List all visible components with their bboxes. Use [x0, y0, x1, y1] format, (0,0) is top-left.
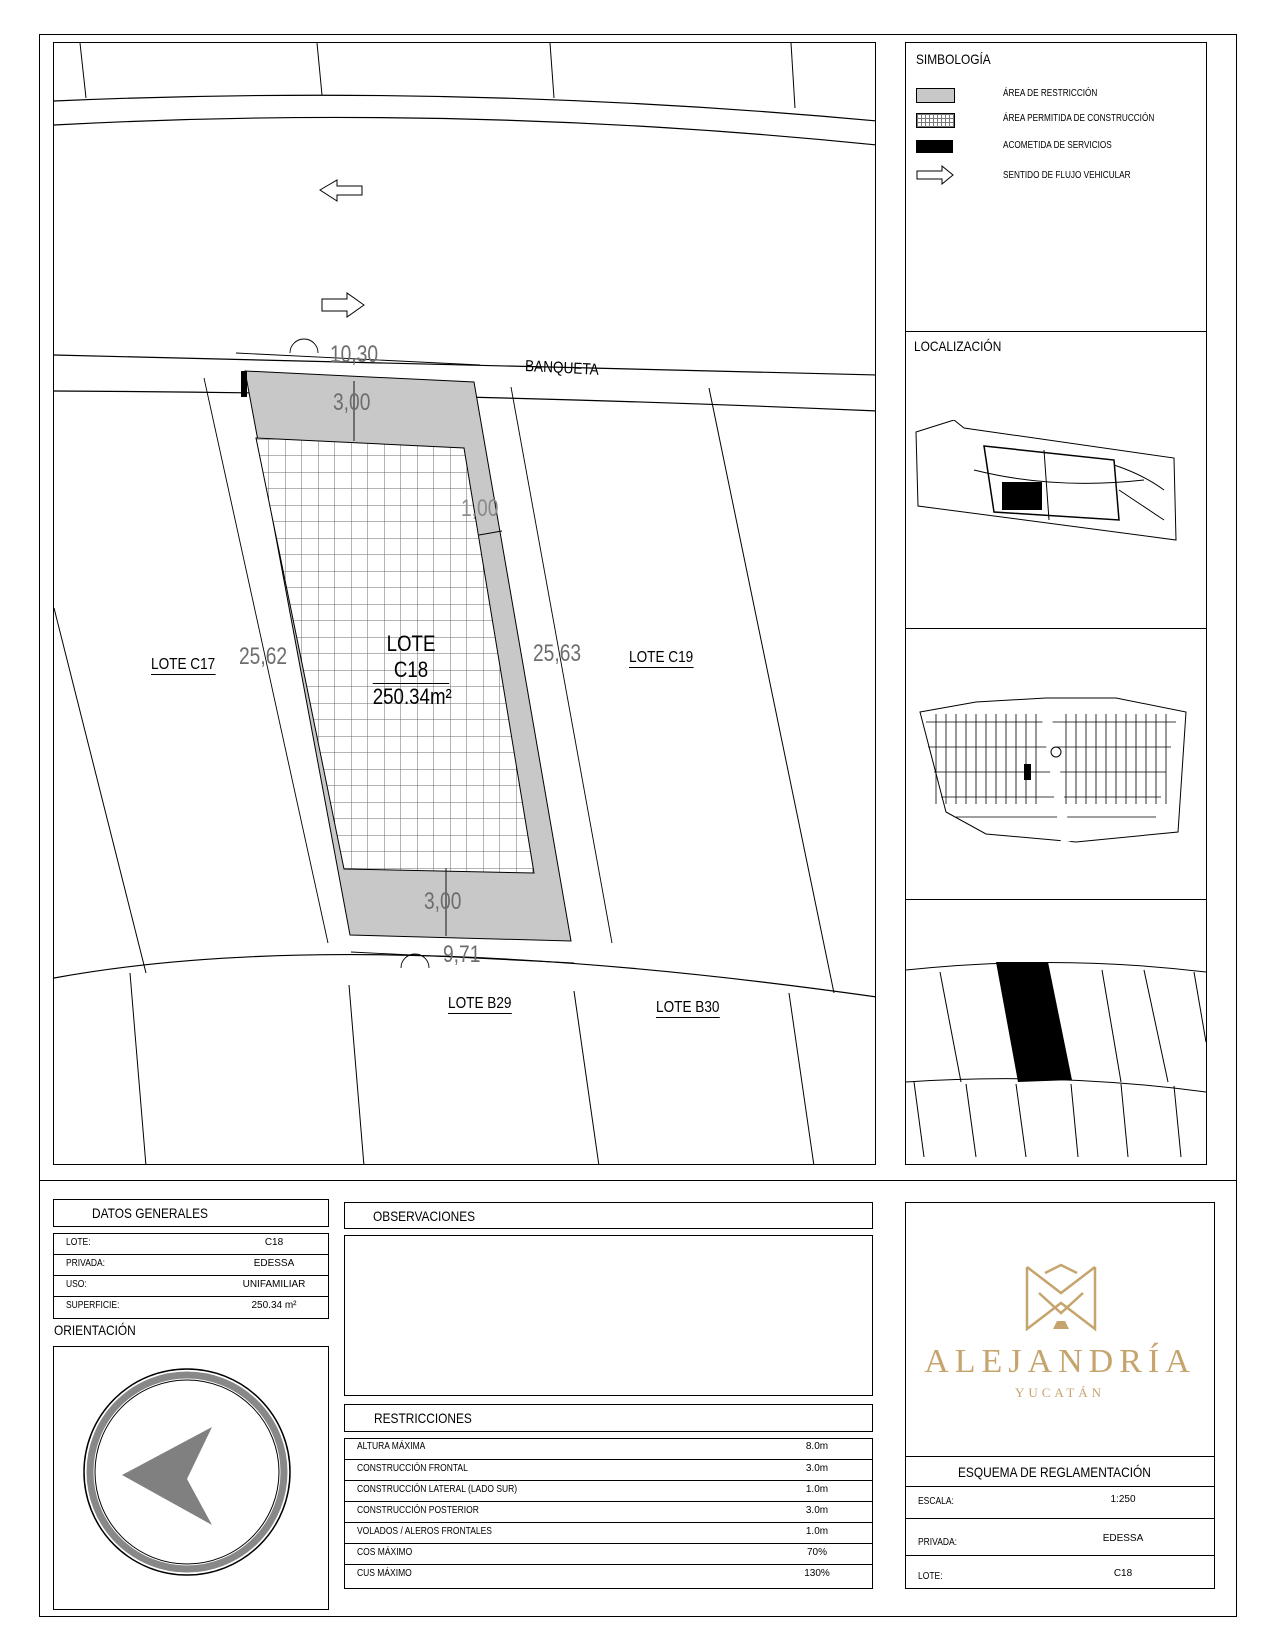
- banqueta-label: BANQUETA: [524, 358, 600, 379]
- restriction-row: [345, 1564, 872, 1585]
- restriction-key: VOLADOS / ALEROS FRONTALES: [357, 1526, 492, 1537]
- lot-name: LOTE C18: [373, 631, 450, 684]
- legend-label-buildable: ÁREA PERMITIDA DE CONSTRUCCIÓN: [1003, 113, 1155, 124]
- scheme-key: PRIVADA:: [918, 1537, 958, 1548]
- restriction-value: 3.0m: [805, 1463, 829, 1474]
- restriction-key: COS MÁXIMO: [357, 1547, 413, 1558]
- front-setback: 3,00: [333, 389, 371, 416]
- restriction-key: CONSTRUCCIÓN LATERAL (LADO SUR): [357, 1484, 518, 1495]
- general-row: [54, 1233, 328, 1254]
- front-dimension: 10,30: [330, 341, 379, 368]
- general-value: UNIFAMILIAR: [242, 1279, 306, 1290]
- observations-header: [344, 1202, 873, 1229]
- general-data-table: [53, 1233, 329, 1319]
- legend-symbol-service: [916, 140, 953, 153]
- traffic-arrow-right: [322, 293, 364, 317]
- observations-title: OBSERVACIONES: [373, 1208, 476, 1224]
- general-row: [54, 1296, 328, 1317]
- restriction-row: [345, 1459, 872, 1480]
- legend-symbol-buildable: [916, 113, 955, 128]
- map-divider-2: [906, 899, 1206, 900]
- location-map-private: [916, 692, 1196, 852]
- restriction-key: CONSTRUCCIÓN FRONTAL: [357, 1463, 468, 1474]
- scheme-table: [905, 1486, 1215, 1589]
- scheme-header: [905, 1456, 1215, 1487]
- location-title: LOCALIZACIÓN: [914, 338, 1002, 354]
- restriction-key: CUS MÁXIMO: [357, 1568, 412, 1579]
- restriction-row: [345, 1522, 872, 1543]
- location-map-detail: [906, 932, 1206, 1157]
- legend-arrow-icon: [916, 165, 954, 185]
- restriction-value: 1.0m: [805, 1484, 829, 1495]
- location-panel: [905, 331, 1207, 1165]
- legend-panel: [905, 42, 1207, 332]
- map-divider-1: [906, 628, 1206, 629]
- service-connection: [241, 371, 247, 397]
- lot-area: 250.34m²: [372, 684, 452, 709]
- neighbor-lot-b30: LOTE B30: [656, 999, 720, 1016]
- neighbor-lot-c19: LOTE C19: [629, 649, 694, 666]
- scheme-value: EDESSA: [1102, 1533, 1144, 1544]
- location-map-overview: [914, 420, 1184, 550]
- general-row: [54, 1254, 328, 1275]
- neighbor-lot-c17: LOTE C17: [151, 656, 216, 673]
- general-value: EDESSA: [253, 1258, 295, 1269]
- restriction-value: 130%: [804, 1568, 830, 1579]
- observations-body: [344, 1235, 873, 1396]
- brand-logo-icon: [1023, 1263, 1099, 1333]
- back-setback: 3,00: [424, 888, 462, 915]
- general-key: SUPERFICIE:: [66, 1300, 120, 1311]
- general-data-title: DATOS GENERALES: [92, 1205, 208, 1221]
- general-data-header: [53, 1199, 329, 1227]
- general-key: LOTE:: [66, 1237, 91, 1248]
- restriction-key: ALTURA MÁXIMA: [357, 1441, 426, 1452]
- general-key: USO:: [66, 1279, 87, 1290]
- restriction-value: 3.0m: [805, 1505, 829, 1516]
- site-plan: [53, 42, 876, 1165]
- left-dimension: 25,62: [239, 643, 288, 670]
- legend-label-service: ACOMETIDA DE SERVICIOS: [1003, 140, 1112, 151]
- compass-icon: [82, 1367, 292, 1577]
- restriction-row: [345, 1543, 872, 1564]
- restrictions-header: [344, 1404, 873, 1432]
- general-value: 250.34 m²: [251, 1300, 297, 1311]
- restriction-row: [345, 1438, 872, 1458]
- restriction-value: 1.0m: [805, 1526, 829, 1537]
- scheme-key: LOTE:: [918, 1571, 943, 1582]
- traffic-arrow-left: [320, 180, 362, 201]
- legend-label-restriction: ÁREA DE RESTRICCIÓN: [1003, 88, 1098, 99]
- neighbor-lot-b29: LOTE B29: [448, 995, 512, 1012]
- scheme-row: [906, 1518, 1214, 1555]
- legend-symbol-restriction: [916, 88, 955, 103]
- restriction-key: CONSTRUCCIÓN POSTERIOR: [357, 1505, 479, 1516]
- restriction-row: [345, 1501, 872, 1522]
- scheme-key: ESCALA:: [918, 1496, 954, 1507]
- lot-title: [366, 631, 456, 710]
- top-lot-lines: [80, 43, 795, 108]
- sheet-divider: [39, 1180, 1237, 1181]
- orientation-panel: [53, 1346, 329, 1610]
- brand-name: ALEJANDRÍA: [924, 1343, 1196, 1380]
- restriction-value: 8.0m: [805, 1441, 829, 1452]
- general-value: C18: [264, 1237, 284, 1248]
- scheme-value: C18: [1113, 1568, 1133, 1579]
- restriction-row: [345, 1480, 872, 1501]
- legend-title: SIMBOLOGÍA: [916, 51, 991, 67]
- restrictions-title: RESTRICCIONES: [374, 1410, 472, 1426]
- scheme-row: [906, 1486, 1214, 1518]
- back-dimension: 9,71: [443, 941, 481, 968]
- scheme-title: ESQUEMA DE REGLAMENTACIÓN: [958, 1464, 1151, 1480]
- restriction-value: 70%: [806, 1547, 827, 1558]
- brand-subtitle: YUCATÁN: [1014, 1385, 1106, 1400]
- restrictions-table: [344, 1438, 873, 1589]
- side-setback: 1,00: [461, 495, 499, 522]
- right-dimension: 25,63: [533, 640, 582, 667]
- brand-panel: [905, 1202, 1215, 1457]
- general-row: [54, 1275, 328, 1296]
- scheme-value: 1:250: [1110, 1494, 1136, 1505]
- general-key: PRIVADA:: [66, 1258, 106, 1269]
- scheme-row: [906, 1555, 1214, 1590]
- orientation-title: ORIENTACIÓN: [54, 1322, 136, 1338]
- legend-label-arrow: SENTIDO DE FLUJO VEHICULAR: [1003, 170, 1131, 181]
